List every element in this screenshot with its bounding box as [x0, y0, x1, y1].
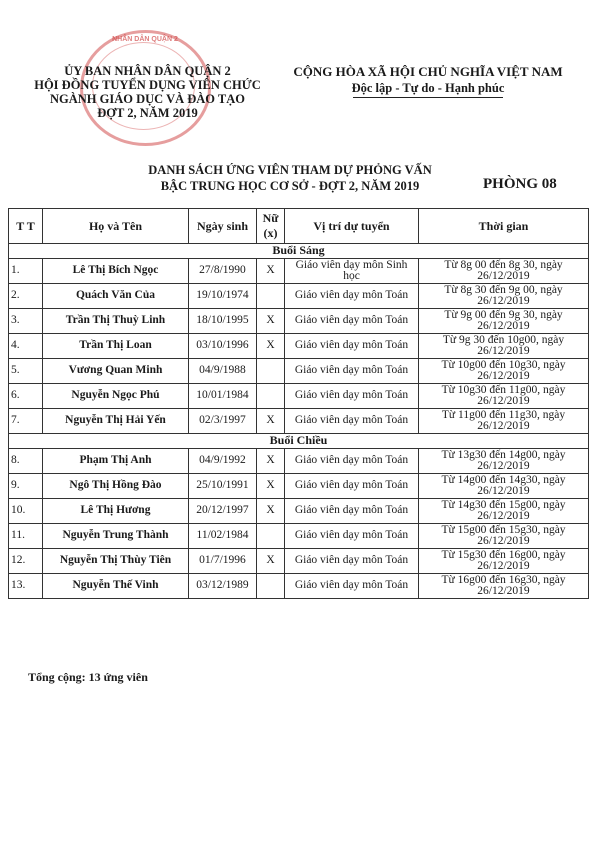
cell-stt: 1. — [9, 259, 43, 284]
cell-time: Từ 14g30 đến 15g00, ngày 26/12/2019 — [419, 499, 589, 524]
cell-time: Từ 9g 00 đến 9g 30, ngày 26/12/2019 — [419, 309, 589, 334]
table-row — [9, 474, 589, 499]
cell-dob: 04/9/1992 — [189, 449, 257, 474]
cell-position: Giáo viên dạy môn Toán — [285, 384, 419, 409]
cell-dob: 25/10/1991 — [189, 474, 257, 499]
cell-female — [257, 284, 285, 309]
cell-female: X — [257, 334, 285, 359]
cell-position: Giáo viên dạy môn Toán — [285, 359, 419, 384]
cell-time: Từ 10g30 đến 11g00, ngày 26/12/2019 — [419, 384, 589, 409]
seal-text: NHÂN DÂN QUẬN 2 — [112, 36, 178, 43]
motto-underline — [353, 97, 503, 98]
table-row — [9, 549, 589, 574]
cell-time: Từ 8g 00 đến 8g 30, ngày 26/12/2019 — [419, 259, 589, 284]
cell-female: X — [257, 409, 285, 434]
col-header-female: Nữ (x) — [257, 209, 285, 244]
cell-name: Trần Thị Loan — [43, 334, 189, 359]
table-row — [9, 409, 589, 434]
table-row — [9, 259, 589, 284]
cell-name: Nguyễn Thế Vinh — [43, 574, 189, 599]
cell-name: Nguyễn Ngọc Phú — [43, 384, 189, 409]
candidate-table — [8, 208, 589, 599]
cell-time: Từ 15g30 đến 16g00, ngày 26/12/2019 — [419, 549, 589, 574]
session-label: Buổi Sáng — [9, 244, 589, 259]
cell-female — [257, 524, 285, 549]
cell-name: Nguyễn Thị Thùy Tiên — [43, 549, 189, 574]
cell-position: Giáo viên dạy môn Toán — [285, 574, 419, 599]
table-header-row — [9, 209, 589, 244]
table-row — [9, 449, 589, 474]
cell-name: Vương Quan Minh — [43, 359, 189, 384]
cell-stt: 4. — [9, 334, 43, 359]
cell-time: Từ 15g00 đến 15g30, ngày 26/12/2019 — [419, 524, 589, 549]
cell-dob: 04/9/1988 — [189, 359, 257, 384]
authority-line-1: ỦY BAN NHÂN DÂN QUẬN 2 — [64, 64, 231, 78]
table-row — [9, 284, 589, 309]
cell-name: Trần Thị Thuỳ Linh — [43, 309, 189, 334]
cell-dob: 19/10/1974 — [189, 284, 257, 309]
cell-female: X — [257, 549, 285, 574]
table-row — [9, 499, 589, 524]
title-line-1: DANH SÁCH ỨNG VIÊN THAM DỰ PHỎNG VẤN — [148, 163, 432, 177]
cell-dob: 02/3/1997 — [189, 409, 257, 434]
cell-stt: 9. — [9, 474, 43, 499]
cell-female: X — [257, 259, 285, 284]
cell-name: Ngô Thị Hồng Đào — [43, 474, 189, 499]
cell-time: Từ 16g00 đến 16g30, ngày 26/12/2019 — [419, 574, 589, 599]
col-header-name: Họ và Tên — [43, 209, 189, 244]
cell-dob: 20/12/1997 — [189, 499, 257, 524]
col-header-position: Vị trí dự tuyển — [285, 209, 419, 244]
session-row-afternoon — [9, 434, 589, 449]
cell-position: Giáo viên dạy môn Sinh học — [285, 259, 419, 284]
cell-time: Từ 10g00 đến 10g30, ngày 26/12/2019 — [419, 359, 589, 384]
cell-name: Lê Thị Bích Ngọc — [43, 259, 189, 284]
table-row — [9, 524, 589, 549]
cell-time: Từ 11g00 đến 11g30, ngày 26/12/2019 — [419, 409, 589, 434]
authority-line-3: NGÀNH GIÁO DỤC VÀ ĐÀO TẠO — [49, 92, 246, 106]
cell-stt: 2. — [9, 284, 43, 309]
authority-line-4: ĐỢT 2, NĂM 2019 — [97, 106, 198, 120]
cell-name: Quách Văn Của — [43, 284, 189, 309]
cell-position: Giáo viên dạy môn Toán — [285, 284, 419, 309]
title-line-2: BẬC TRUNG HỌC CƠ SỞ - ĐỢT 2, NĂM 2019 — [160, 179, 420, 193]
session-row-morning — [9, 244, 589, 259]
authority-line-2: HỘI ĐỒNG TUYỂN DỤNG VIÊN CHỨC — [34, 78, 261, 92]
cell-name: Nguyễn Trung Thành — [43, 524, 189, 549]
room-label: PHÒNG 08 — [483, 176, 557, 192]
cell-female — [257, 574, 285, 599]
cell-name: Nguyễn Thị Hải Yến — [43, 409, 189, 434]
issuing-authority — [25, 64, 270, 120]
document-title — [100, 162, 480, 194]
cell-female: X — [257, 499, 285, 524]
cell-position: Giáo viên dạy môn Toán — [285, 409, 419, 434]
cell-stt: 10. — [9, 499, 43, 524]
cell-stt: 13. — [9, 574, 43, 599]
cell-dob: 10/01/1984 — [189, 384, 257, 409]
cell-position: Giáo viên dạy môn Toán — [285, 449, 419, 474]
cell-female: X — [257, 449, 285, 474]
total-count: Tổng cộng: 13 ứng viên — [28, 670, 148, 684]
cell-position: Giáo viên dạy môn Toán — [285, 309, 419, 334]
cell-time: Từ 9g 30 đến 10g00, ngày 26/12/2019 — [419, 334, 589, 359]
cell-dob: 03/10/1996 — [189, 334, 257, 359]
table-row — [9, 384, 589, 409]
cell-stt: 6. — [9, 384, 43, 409]
cell-time: Từ 8g 30 đến 9g 00, ngày 26/12/2019 — [419, 284, 589, 309]
cell-stt: 8. — [9, 449, 43, 474]
cell-position: Giáo viên dạy môn Toán — [285, 499, 419, 524]
cell-stt: 12. — [9, 549, 43, 574]
cell-position: Giáo viên dạy môn Toán — [285, 549, 419, 574]
table-row — [9, 309, 589, 334]
cell-position: Giáo viên dạy môn Toán — [285, 474, 419, 499]
cell-time: Từ 13g30 đến 14g00, ngày 26/12/2019 — [419, 449, 589, 474]
cell-female: X — [257, 474, 285, 499]
table-row — [9, 574, 589, 599]
cell-dob: 03/12/1989 — [189, 574, 257, 599]
cell-name: Lê Thị Hương — [43, 499, 189, 524]
national-header — [268, 64, 588, 98]
cell-female — [257, 384, 285, 409]
cell-time: Từ 14g00 đến 14g30, ngày 26/12/2019 — [419, 474, 589, 499]
cell-name: Phạm Thị Anh — [43, 449, 189, 474]
cell-position: Giáo viên dạy môn Toán — [285, 524, 419, 549]
col-header-stt: T T — [9, 209, 43, 244]
cell-stt: 5. — [9, 359, 43, 384]
cell-stt: 11. — [9, 524, 43, 549]
cell-female: X — [257, 309, 285, 334]
cell-dob: 27/8/1990 — [189, 259, 257, 284]
cell-female — [257, 359, 285, 384]
cell-dob: 01/7/1996 — [189, 549, 257, 574]
cell-stt: 3. — [9, 309, 43, 334]
cell-dob: 18/10/1995 — [189, 309, 257, 334]
table-row — [9, 359, 589, 384]
table-row — [9, 334, 589, 359]
session-label: Buổi Chiều — [9, 434, 589, 449]
cell-stt: 7. — [9, 409, 43, 434]
national-title: CỘNG HÒA XÃ HỘI CHỦ NGHĨA VIỆT NAM — [293, 64, 563, 79]
national-motto: Độc lập - Tự do - Hạnh phúc — [351, 81, 505, 95]
col-header-time: Thời gian — [419, 209, 589, 244]
table-body — [9, 244, 589, 599]
cell-dob: 11/02/1984 — [189, 524, 257, 549]
col-header-dob: Ngày sinh — [189, 209, 257, 244]
cell-position: Giáo viên dạy môn Toán — [285, 334, 419, 359]
